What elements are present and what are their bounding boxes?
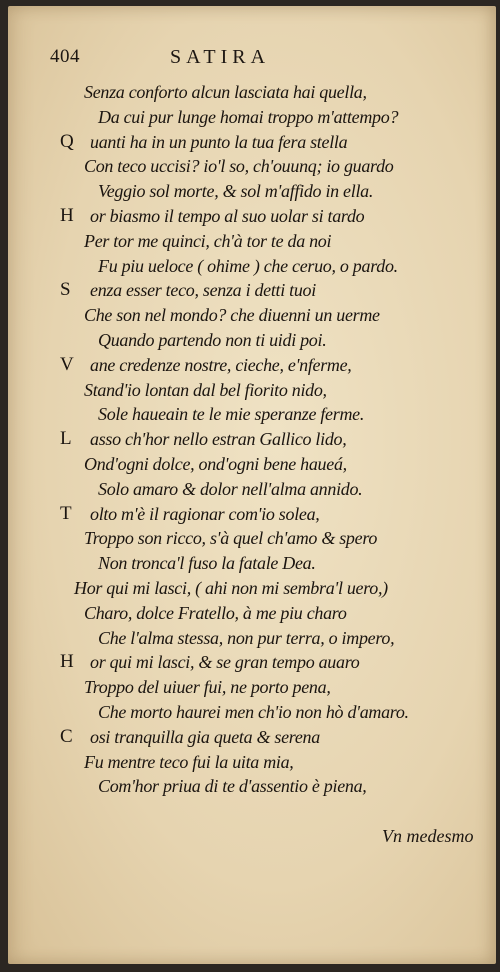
verse-line: Com'hor priua di te d'assentio è piena, [98,776,367,797]
verse-line: Troppo son ricco, s'à quel ch'amo & spero [84,528,378,549]
verse-line: ane credenze nostre, cieche, e'nferme, [90,354,352,375]
drop-initial: T [60,502,72,524]
verse-line: Non tronca'l fuso la fatale Dea. [98,553,316,574]
drop-initial: H [60,205,74,226]
verse-line: Veggio sol morte, & sol m'affido in ella. [98,181,374,202]
verse-line: Fu piu ueloce ( ohime ) che ceruo, o pardo. [98,255,398,276]
verse-line: Per tor me quinci, ch'à tor te da noi [84,230,332,251]
verse-line: uanti ha in un punto la tua fera stella [90,131,348,152]
verse-line: Con teco uccisi? io'l so, ch'ouunq; io guardo [84,156,394,177]
running-title: SATIRA [170,46,271,68]
verse-line: Senza conforto alcun lasciata hai quella, [84,82,367,102]
drop-initial: V [60,353,74,375]
verse-line: or biasmo il tempo al suo uolar si tardo [90,206,365,226]
verse-line: Troppo del uiuer fui, ne porto pena, [84,677,331,698]
verse-line: Da cui pur lunge homai troppo m'attempo? [98,106,399,127]
verse-line: olto m'è il ragionar com'io solea, [90,503,320,524]
catchword: Vn medesmo [382,826,474,846]
verse-line: Charo, dolce Fratello, à me piu charo [84,602,347,623]
verse-line: Fu mentre teco fui la uita mia, [84,751,294,772]
verse-line: Stand'io lontan dal bel fiorito nido, [84,379,327,400]
drop-initial: C [60,725,73,747]
verse-line: Ond'ogni dolce, ond'ogni bene haueá, [84,454,347,474]
verse-line: Hor qui mi lasci, ( ahi non mi sembra'l uero,) [74,578,388,598]
poem-text-block [8,6,496,964]
drop-initial: Q [60,130,74,152]
verse-line: Che morto haurei men ch'io non hò d'amaro. [98,702,409,722]
verse-line: or qui mi lasci, & se gran tempo auaro [90,652,360,673]
verse-line: enza esser teco, senza i detti tuoi [90,280,316,301]
drop-initial: H [60,651,74,673]
verse-line: Che l'alma stessa, non pur terra, o impero, [98,627,395,648]
page-number: 404 [50,46,80,67]
verse-line: asso ch'hor nello estran Gallico lido, [90,429,347,450]
drop-initial: L [60,428,72,450]
book-page [8,6,496,964]
verse-line: osi tranquilla gia queta & serena [90,726,320,747]
verse-line: Che son nel mondo? che diuenni un uerme [84,305,380,326]
verse-line: Solo amaro & dolor nell'alma annido. [98,478,363,499]
drop-initial: S [60,279,71,301]
verse-line: Quando partendo non ti uidi poi. [98,330,327,350]
verse-line: Sole haueain te le mie speranze ferme. [98,404,365,425]
